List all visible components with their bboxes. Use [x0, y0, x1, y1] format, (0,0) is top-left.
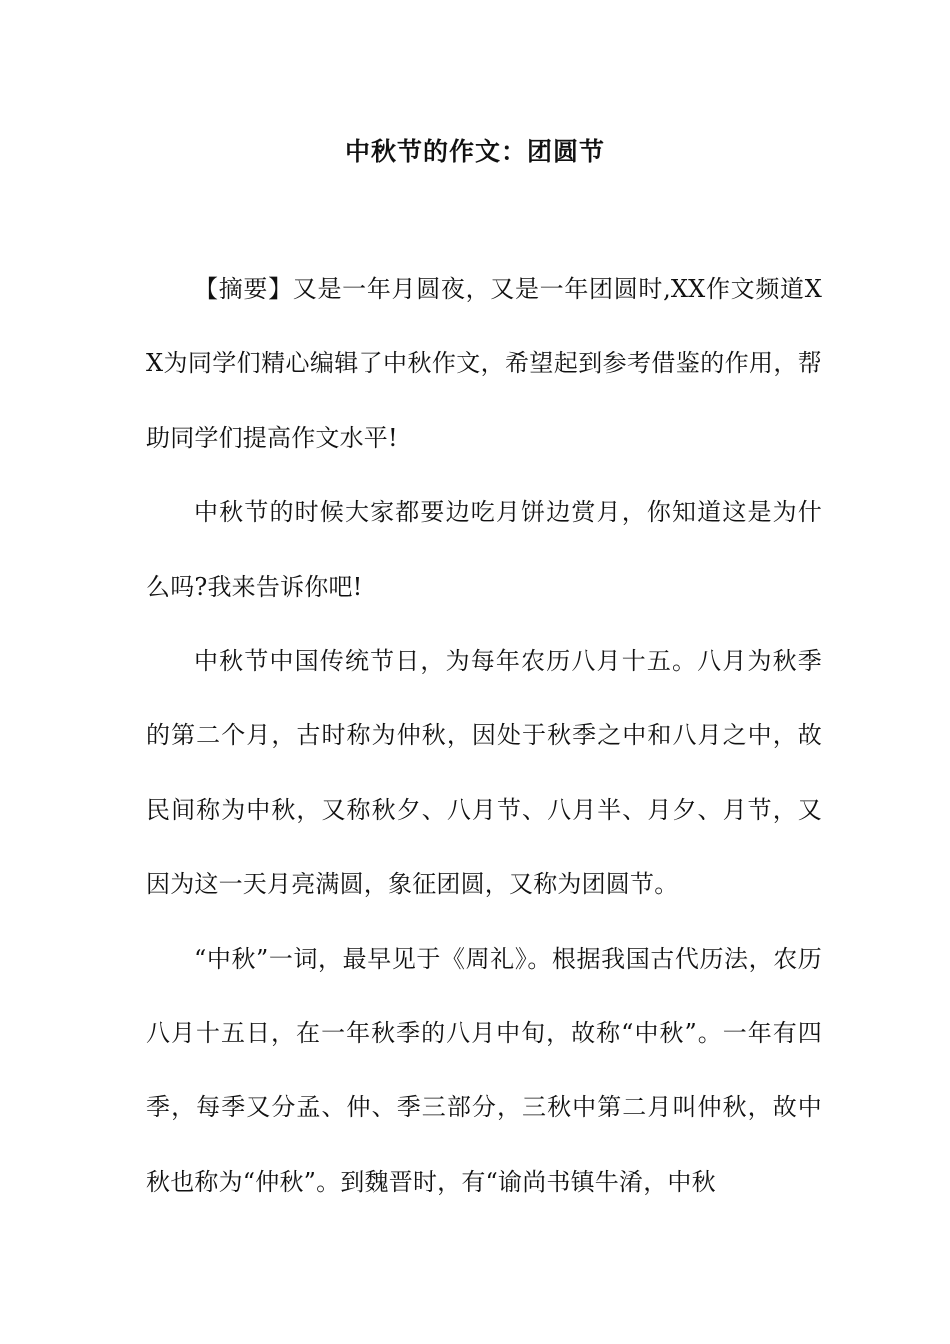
paragraph-summary: 【摘要】又是一年月圆夜，又是一年团圆时,XX作文频道XX为同学们精心编辑了中秋作文，希望起到参考借鉴的作用，帮助同学们提高作文水平! [146, 275, 822, 452]
document-title: 中秋节的作文：团圆节 [344, 137, 605, 166]
paragraph-question: 中秋节的时候大家都要边吃月饼边赏月，你知道这是为什么吗?我来告诉你吧! [146, 498, 822, 601]
paragraph-etymology: “中秋”一词，最早见于《周礼》。根据我国古代历法，农历八月十五日，在一年秋季的八月中旬，故称“中秋”。一年有四季，每季又分孟、仲、季三部分，三秋中第二月叫仲秋，故中秋也称为“仲秋”。到魏晋时，有“谕尚书镇牛淆，中秋 [146, 944, 822, 1196]
document-body [146, 252, 822, 1219]
paragraph-festival-intro: 中秋节中国传统节日，为每年农历八月十五。八月为秋季的第二个月，古时称为仲秋，因处于秋季之中和八月之中，故民间称为中秋，又称秋夕、八月节、八月半、月夕、月节，又因为这一天月亮满圆，象征团圆，又称为团圆节。 [146, 647, 822, 899]
